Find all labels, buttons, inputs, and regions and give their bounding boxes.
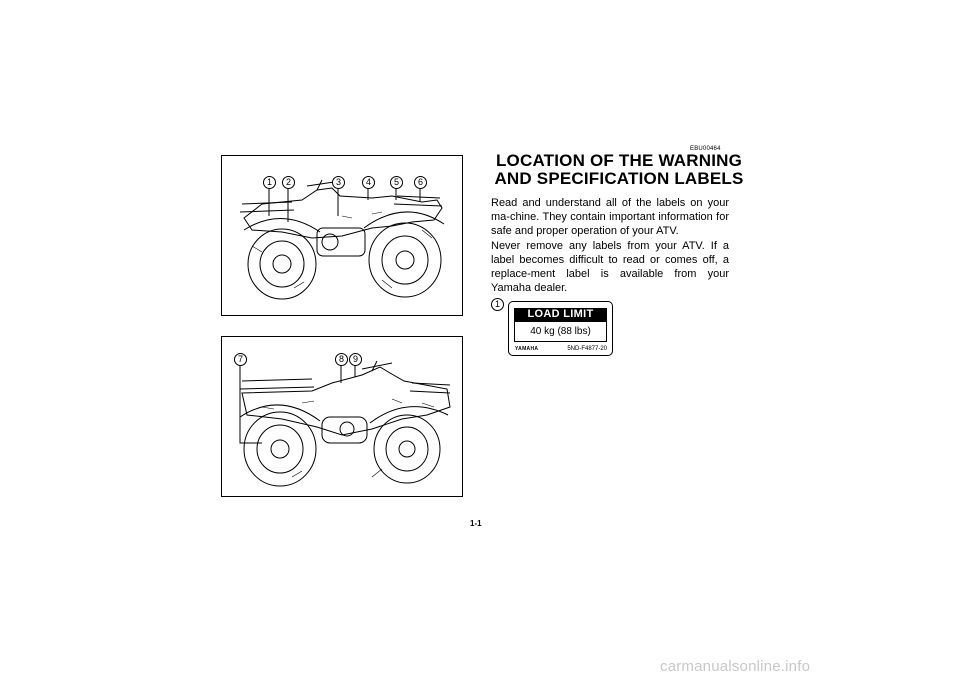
load-limit-heading: LOAD LIMIT [514, 308, 607, 321]
section-title-line-1: LOCATION OF THE WARNING [495, 151, 743, 170]
load-limit-label [508, 301, 613, 356]
load-limit-value: 40 kg (88 lbs) [514, 321, 607, 342]
callout-2: 2 [282, 176, 295, 189]
atv-left-side-figure [221, 155, 463, 316]
watermark: carmanualsonline.info [660, 658, 811, 675]
callout-7: 7 [234, 353, 247, 366]
section-title-line-2: AND SPECIFICATION LABELS [494, 169, 744, 188]
callout-4: 4 [362, 176, 375, 189]
document-code: EBU00464 [690, 146, 721, 152]
callout-3: 3 [332, 176, 345, 189]
label-brand: YAMAHA [515, 346, 539, 352]
callout-9: 9 [349, 353, 362, 366]
callout-8: 8 [335, 353, 348, 366]
page-number: 1-1 [470, 519, 482, 528]
atv-right-side-figure [221, 336, 463, 497]
paragraph-2: Never remove any labels from your ATV. If a label becomes difficult to read or comes off, a replace-ment label is available from your Yamaha dealer. [491, 240, 729, 294]
label-callout-1: 1 [491, 298, 504, 311]
section-title [488, 152, 750, 188]
label-part-number: 5ND-F4877-20 [567, 346, 607, 352]
callout-1: 1 [263, 176, 276, 189]
paragraph-1: Read and understand all of the labels on your ma-chine. They contain important information for safe and proper operation of your ATV. [491, 197, 729, 237]
callout-5: 5 [390, 176, 403, 189]
callout-6: 6 [414, 176, 427, 189]
